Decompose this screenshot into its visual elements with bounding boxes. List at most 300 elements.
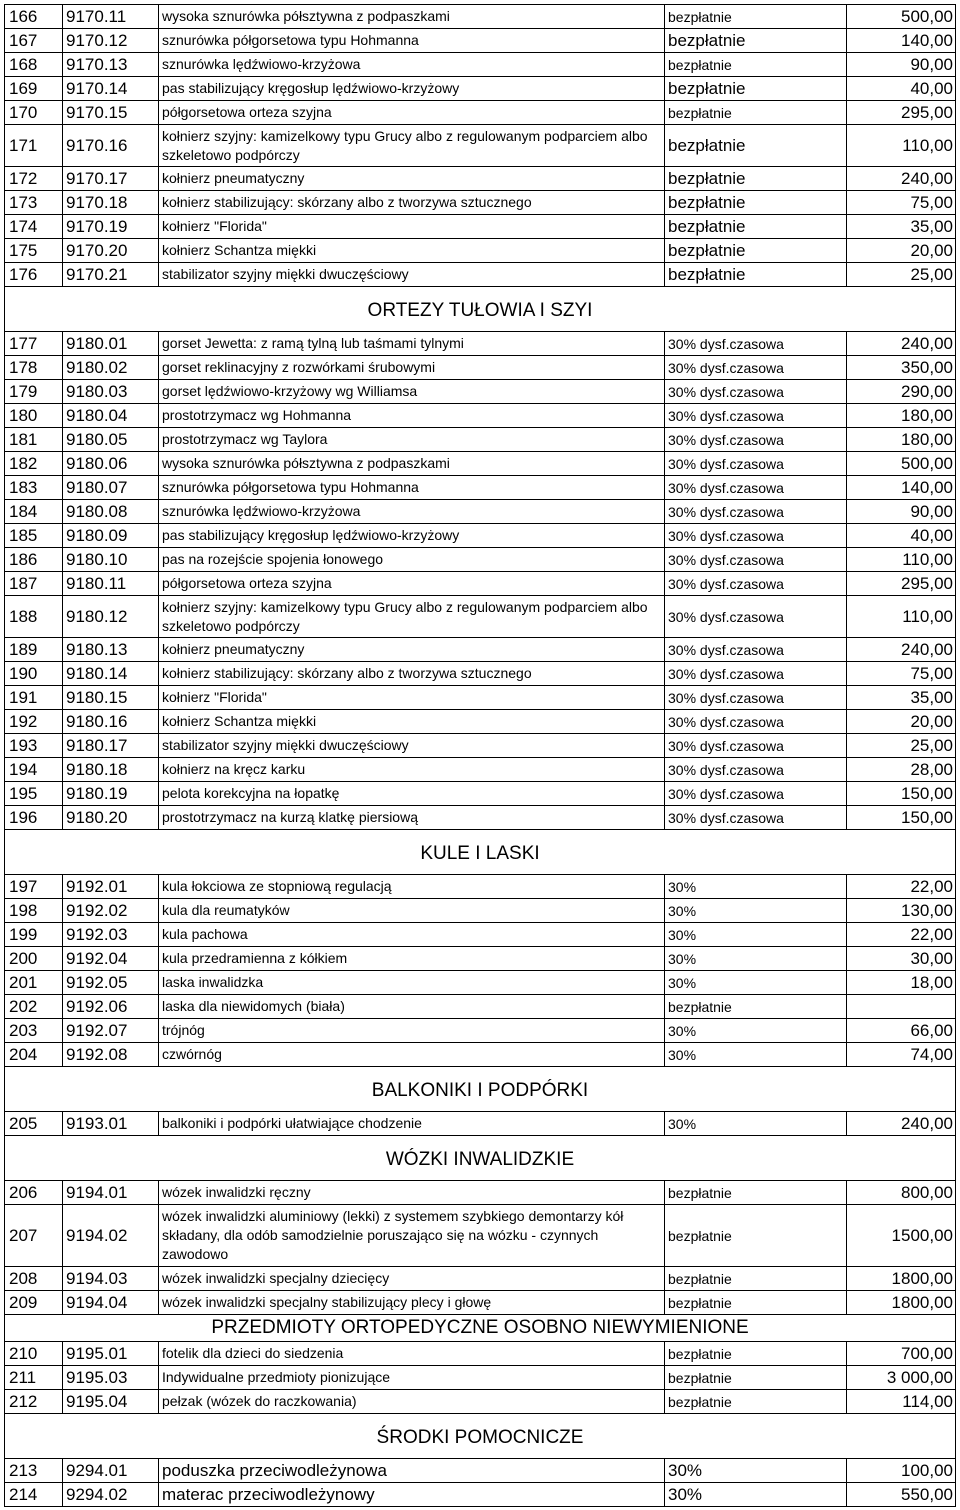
row-number: 180	[5, 404, 63, 428]
table-group-a	[5, 5, 956, 287]
row-number: 203	[5, 1019, 63, 1043]
table-row	[5, 734, 956, 758]
product-name: stabilizator szyjny miękki dwuczęściowy	[159, 263, 665, 287]
product-code: 9192.06	[63, 995, 159, 1019]
table-row	[5, 215, 956, 239]
product-name: stabilizator szyjny miękki dwuczęściowy	[159, 734, 665, 758]
product-name: materac przeciwodleżynowy	[159, 1483, 665, 1507]
row-number: 192	[5, 710, 63, 734]
price-limit: 3 000,00	[847, 1366, 956, 1390]
table-row	[5, 686, 956, 710]
product-name: sznurówka półgorsetowa typu Hohmanna	[159, 476, 665, 500]
price-limit: 150,00	[847, 782, 956, 806]
row-number: 210	[5, 1342, 63, 1366]
refund-rule: 30% dysf.czasowa	[665, 524, 847, 548]
table-row	[5, 1483, 956, 1507]
refund-rule: bezpłatnie	[665, 191, 847, 215]
row-number: 206	[5, 1181, 63, 1205]
product-code: 9180.14	[63, 662, 159, 686]
row-number: 168	[5, 53, 63, 77]
table-row	[5, 548, 956, 572]
product-code: 9180.16	[63, 710, 159, 734]
product-code: 9180.10	[63, 548, 159, 572]
table-group-e	[5, 1181, 956, 1315]
price-limit: 150,00	[847, 806, 956, 830]
product-name: kula dla reumatyków	[159, 899, 665, 923]
row-number: 214	[5, 1483, 63, 1507]
price-limit: 25,00	[847, 734, 956, 758]
product-name: fotelik dla dzieci do siedzenia	[159, 1342, 665, 1366]
price-limit: 22,00	[847, 923, 956, 947]
product-code: 9180.05	[63, 428, 159, 452]
price-limit: 20,00	[847, 710, 956, 734]
product-code: 9192.01	[63, 875, 159, 899]
row-number: 181	[5, 428, 63, 452]
product-code: 9195.03	[63, 1366, 159, 1390]
row-number: 197	[5, 875, 63, 899]
price-limit: 295,00	[847, 572, 956, 596]
product-code: 9192.04	[63, 947, 159, 971]
price-limit: 1800,00	[847, 1291, 956, 1315]
table-row	[5, 101, 956, 125]
product-code: 9180.11	[63, 572, 159, 596]
table-row	[5, 500, 956, 524]
product-name: kołnierz Schantza miękki	[159, 239, 665, 263]
refund-rule: 30% dysf.czasowa	[665, 596, 847, 638]
price-limit: 800,00	[847, 1181, 956, 1205]
refund-rule: 30% dysf.czasowa	[665, 476, 847, 500]
row-number: 187	[5, 572, 63, 596]
product-name: półgorsetowa orteza szyjna	[159, 572, 665, 596]
price-limit: 180,00	[847, 404, 956, 428]
table-row	[5, 332, 956, 356]
refund-rule: bezpłatnie	[665, 125, 847, 167]
section-header	[5, 830, 956, 875]
refund-rule: 30% dysf.czasowa	[665, 782, 847, 806]
product-code: 9192.02	[63, 899, 159, 923]
table-group-f	[5, 1342, 956, 1414]
refund-rule: bezpłatnie	[665, 263, 847, 287]
row-number: 195	[5, 782, 63, 806]
price-limit: 114,00	[847, 1390, 956, 1414]
row-number: 202	[5, 995, 63, 1019]
table-row	[5, 995, 956, 1019]
product-code: 9180.12	[63, 596, 159, 638]
price-limit: 140,00	[847, 476, 956, 500]
row-number: 204	[5, 1043, 63, 1067]
product-code: 9192.03	[63, 923, 159, 947]
product-code: 9195.04	[63, 1390, 159, 1414]
price-limit: 240,00	[847, 638, 956, 662]
refund-rule: bezpłatnie	[665, 5, 847, 29]
row-number: 176	[5, 263, 63, 287]
section-title: WÓZKI INWALIDZKIE	[5, 1136, 956, 1181]
table-row	[5, 710, 956, 734]
row-number: 211	[5, 1366, 63, 1390]
product-name: prostotrzymacz wg Taylora	[159, 428, 665, 452]
product-code: 9194.03	[63, 1267, 159, 1291]
refund-rule: 30% dysf.czasowa	[665, 548, 847, 572]
price-limit: 74,00	[847, 1043, 956, 1067]
row-number: 193	[5, 734, 63, 758]
refund-rule: 30% dysf.czasowa	[665, 380, 847, 404]
product-code: 9193.01	[63, 1112, 159, 1136]
table-row	[5, 380, 956, 404]
refund-rule: 30%	[665, 1483, 847, 1507]
price-limit: 100,00	[847, 1459, 956, 1483]
price-limit: 20,00	[847, 239, 956, 263]
product-code: 9192.05	[63, 971, 159, 995]
price-limit: 1500,00	[847, 1205, 956, 1267]
table-row	[5, 971, 956, 995]
section-title: PRZEDMIOTY ORTOPEDYCZNE OSOBNO NIEWYMIENIONE	[5, 1315, 956, 1342]
refund-rule: bezpłatnie	[665, 1291, 847, 1315]
product-name: pelota korekcyjna na łopatkę	[159, 782, 665, 806]
product-name: kołnierz Schantza miękki	[159, 710, 665, 734]
table-row	[5, 1342, 956, 1366]
refund-rule: bezpłatnie	[665, 1390, 847, 1414]
product-name: kula łokciowa ze stopniową regulacją	[159, 875, 665, 899]
product-code: 9170.18	[63, 191, 159, 215]
table-row	[5, 5, 956, 29]
price-limit: 130,00	[847, 899, 956, 923]
product-name: sznurówka lędźwiowo-krzyżowa	[159, 53, 665, 77]
refund-rule: bezpłatnie	[665, 1267, 847, 1291]
price-limit: 500,00	[847, 5, 956, 29]
product-code: 9180.03	[63, 380, 159, 404]
product-name: kołnierz stabilizujący: skórzany albo z tworzywa sztucznego	[159, 662, 665, 686]
product-code: 9170.14	[63, 77, 159, 101]
product-code: 9195.01	[63, 1342, 159, 1366]
refund-rule: bezpłatnie	[665, 53, 847, 77]
table-row	[5, 1181, 956, 1205]
price-limit: 240,00	[847, 332, 956, 356]
refund-rule: 30%	[665, 923, 847, 947]
product-code: 9294.01	[63, 1459, 159, 1483]
row-number: 189	[5, 638, 63, 662]
product-code: 9170.12	[63, 29, 159, 53]
product-code: 9170.11	[63, 5, 159, 29]
table-row	[5, 356, 956, 380]
table-row	[5, 875, 956, 899]
row-number: 171	[5, 125, 63, 167]
price-limit: 28,00	[847, 758, 956, 782]
refund-rule: 30% dysf.czasowa	[665, 500, 847, 524]
product-code: 9180.02	[63, 356, 159, 380]
row-number: 196	[5, 806, 63, 830]
product-code: 9170.15	[63, 101, 159, 125]
table-group-b	[5, 332, 956, 830]
product-name: gorset reklinacyjny z rozwórkami śrubowymi	[159, 356, 665, 380]
row-number: 172	[5, 167, 63, 191]
product-code: 9192.08	[63, 1043, 159, 1067]
row-number: 169	[5, 77, 63, 101]
table-row	[5, 1366, 956, 1390]
price-limit: 75,00	[847, 191, 956, 215]
row-number: 200	[5, 947, 63, 971]
section-header	[5, 1414, 956, 1459]
product-name: kołnierz stabilizujący: skórzany albo z tworzywa sztucznego	[159, 191, 665, 215]
product-name: wysoka sznurówka półsztywna z podpaszkami	[159, 5, 665, 29]
table-row	[5, 923, 956, 947]
product-code: 9180.09	[63, 524, 159, 548]
section-title: ORTEZY TUŁOWIA I SZYI	[5, 287, 956, 332]
row-number: 199	[5, 923, 63, 947]
refund-rule: 30%	[665, 899, 847, 923]
product-name: kołnierz na kręcz karku	[159, 758, 665, 782]
product-name: sznurówka półgorsetowa typu Hohmanna	[159, 29, 665, 53]
table-row	[5, 638, 956, 662]
table-row	[5, 53, 956, 77]
product-name: kołnierz pneumatyczny	[159, 638, 665, 662]
product-code: 9180.07	[63, 476, 159, 500]
price-limit	[847, 995, 956, 1019]
table-row	[5, 662, 956, 686]
price-limit: 30,00	[847, 947, 956, 971]
row-number: 191	[5, 686, 63, 710]
refund-rule: 30% dysf.czasowa	[665, 662, 847, 686]
table-group-g	[5, 1459, 956, 1507]
price-limit: 75,00	[847, 662, 956, 686]
product-name: laska dla niewidomych (biała)	[159, 995, 665, 1019]
table-row	[5, 1043, 956, 1067]
section-header	[5, 287, 956, 332]
product-name: laska inwalidzka	[159, 971, 665, 995]
product-code: 9170.20	[63, 239, 159, 263]
table-row	[5, 452, 956, 476]
price-limit: 35,00	[847, 215, 956, 239]
row-number: 212	[5, 1390, 63, 1414]
product-name: pełzak (wózek do raczkowania)	[159, 1390, 665, 1414]
price-limit: 180,00	[847, 428, 956, 452]
product-name: prostotrzymacz wg Hohmanna	[159, 404, 665, 428]
product-name: wózek inwalidzki specjalny stabilizujący plecy i głowę	[159, 1291, 665, 1315]
product-name: gorset lędźwiowo-krzyżowy wg Williamsa	[159, 380, 665, 404]
price-limit: 1800,00	[847, 1267, 956, 1291]
price-limit: 90,00	[847, 53, 956, 77]
table-row	[5, 125, 956, 167]
product-code: 9180.20	[63, 806, 159, 830]
section-header	[5, 1315, 956, 1342]
product-name: balkoniki i podpórki ułatwiające chodzenie	[159, 1112, 665, 1136]
refund-rule: 30% dysf.czasowa	[665, 404, 847, 428]
row-number: 205	[5, 1112, 63, 1136]
product-code: 9180.08	[63, 500, 159, 524]
product-code: 9170.16	[63, 125, 159, 167]
row-number: 174	[5, 215, 63, 239]
row-number: 209	[5, 1291, 63, 1315]
refund-rule: 30% dysf.czasowa	[665, 356, 847, 380]
price-limit: 240,00	[847, 167, 956, 191]
price-table	[4, 4, 956, 1507]
price-limit: 66,00	[847, 1019, 956, 1043]
table-row	[5, 29, 956, 53]
price-limit: 40,00	[847, 77, 956, 101]
row-number: 201	[5, 971, 63, 995]
refund-rule: bezpłatnie	[665, 1205, 847, 1267]
product-code: 9180.15	[63, 686, 159, 710]
product-name: półgorsetowa orteza szyjna	[159, 101, 665, 125]
product-code: 9194.02	[63, 1205, 159, 1267]
table-row	[5, 899, 956, 923]
refund-rule: 30% dysf.czasowa	[665, 806, 847, 830]
refund-rule: bezpłatnie	[665, 215, 847, 239]
refund-rule: 30%	[665, 1112, 847, 1136]
table-group-d	[5, 1112, 956, 1136]
price-limit: 18,00	[847, 971, 956, 995]
price-limit: 700,00	[847, 1342, 956, 1366]
product-name: kula przedramienna z kółkiem	[159, 947, 665, 971]
price-limit: 140,00	[847, 29, 956, 53]
refund-rule: bezpłatnie	[665, 1342, 847, 1366]
product-code: 9194.04	[63, 1291, 159, 1315]
row-number: 173	[5, 191, 63, 215]
product-name: pas stabilizujący kręgosłup lędźwiowo-krzyżowy	[159, 524, 665, 548]
product-name: poduszka przeciwodleżynowa	[159, 1459, 665, 1483]
product-code: 9170.19	[63, 215, 159, 239]
refund-rule: bezpłatnie	[665, 239, 847, 263]
refund-rule: bezpłatnie	[665, 995, 847, 1019]
refund-rule: bezpłatnie	[665, 1366, 847, 1390]
table-row	[5, 1112, 956, 1136]
price-limit: 295,00	[847, 101, 956, 125]
refund-rule: 30% dysf.czasowa	[665, 638, 847, 662]
table-row	[5, 404, 956, 428]
refund-rule: bezpłatnie	[665, 167, 847, 191]
refund-rule: 30%	[665, 1019, 847, 1043]
price-limit: 35,00	[847, 686, 956, 710]
table-row	[5, 524, 956, 548]
product-code: 9180.13	[63, 638, 159, 662]
refund-rule: bezpłatnie	[665, 77, 847, 101]
table-row	[5, 428, 956, 452]
row-number: 190	[5, 662, 63, 686]
product-code: 9170.17	[63, 167, 159, 191]
row-number: 167	[5, 29, 63, 53]
product-name: kołnierz "Florida"	[159, 686, 665, 710]
product-name: kołnierz szyjny: kamizelkowy typu Grucy albo z regulowanym podparciem albo szkeletowo podpórczy	[159, 125, 665, 167]
refund-rule: 30% dysf.czasowa	[665, 758, 847, 782]
row-number: 178	[5, 356, 63, 380]
product-name: wózek inwalidzki ręczny	[159, 1181, 665, 1205]
table-row	[5, 596, 956, 638]
section-title: BALKONIKI I PODPÓRKI	[5, 1067, 956, 1112]
product-name: Indywidualne przedmioty pionizujące	[159, 1366, 665, 1390]
table-row	[5, 782, 956, 806]
refund-rule: 30% dysf.czasowa	[665, 332, 847, 356]
product-name: sznurówka lędźwiowo-krzyżowa	[159, 500, 665, 524]
refund-rule: 30% dysf.czasowa	[665, 734, 847, 758]
section-header	[5, 1136, 956, 1181]
table-row	[5, 572, 956, 596]
table-row	[5, 758, 956, 782]
price-limit: 110,00	[847, 548, 956, 572]
table-row	[5, 167, 956, 191]
row-number: 207	[5, 1205, 63, 1267]
price-limit: 40,00	[847, 524, 956, 548]
table-row	[5, 1459, 956, 1483]
table-row	[5, 476, 956, 500]
row-number: 184	[5, 500, 63, 524]
product-name: kołnierz "Florida"	[159, 215, 665, 239]
refund-rule: bezpłatnie	[665, 101, 847, 125]
product-code: 9170.21	[63, 263, 159, 287]
price-limit: 110,00	[847, 125, 956, 167]
table-row	[5, 239, 956, 263]
refund-rule: 30% dysf.czasowa	[665, 452, 847, 476]
table-group-c	[5, 875, 956, 1067]
row-number: 170	[5, 101, 63, 125]
refund-rule: 30% dysf.czasowa	[665, 710, 847, 734]
price-limit: 25,00	[847, 263, 956, 287]
product-name: pas stabilizujący kręgosłup lędźwiowo-krzyżowy	[159, 77, 665, 101]
row-number: 194	[5, 758, 63, 782]
product-code: 9180.04	[63, 404, 159, 428]
row-number: 177	[5, 332, 63, 356]
section-title: KULE I LASKI	[5, 830, 956, 875]
product-name: gorset Jewetta: z ramą tylną lub taśmami tylnymi	[159, 332, 665, 356]
product-name: pas na rozejście spojenia łonowego	[159, 548, 665, 572]
product-name: czwórnóg	[159, 1043, 665, 1067]
product-name: prostotrzymacz na kurzą klatkę piersiową	[159, 806, 665, 830]
table-row	[5, 77, 956, 101]
refund-rule: 30%	[665, 1459, 847, 1483]
refund-rule: bezpłatnie	[665, 29, 847, 53]
product-name: trójnóg	[159, 1019, 665, 1043]
price-limit: 240,00	[847, 1112, 956, 1136]
product-code: 9180.18	[63, 758, 159, 782]
refund-rule: 30%	[665, 1043, 847, 1067]
row-number: 186	[5, 548, 63, 572]
table-row	[5, 1390, 956, 1414]
price-limit: 550,00	[847, 1483, 956, 1507]
row-number: 183	[5, 476, 63, 500]
product-code: 9194.01	[63, 1181, 159, 1205]
table-row	[5, 191, 956, 215]
refund-rule: 30%	[665, 947, 847, 971]
section-title: ŚRODKI POMOCNICZE	[5, 1414, 956, 1459]
row-number: 179	[5, 380, 63, 404]
row-number: 166	[5, 5, 63, 29]
product-name: wózek inwalidzki aluminiowy (lekki) z systemem szybkiego demontarzy kół składany, dla odób samodzielnie poruszająco się na wózku - czynnych zawodowo	[159, 1205, 665, 1267]
table-row	[5, 1267, 956, 1291]
product-code: 9294.02	[63, 1483, 159, 1507]
refund-rule: 30% dysf.czasowa	[665, 686, 847, 710]
row-number: 188	[5, 596, 63, 638]
refund-rule: 30% dysf.czasowa	[665, 572, 847, 596]
table-row	[5, 947, 956, 971]
table-row	[5, 263, 956, 287]
product-name: wysoka sznurówka półsztywna z podpaszkami	[159, 452, 665, 476]
section-header	[5, 1067, 956, 1112]
refund-rule: 30%	[665, 875, 847, 899]
product-name: kołnierz szyjny: kamizelkowy typu Grucy albo z regulowanym podparciem albo szkeletowo podpórczy	[159, 596, 665, 638]
row-number: 182	[5, 452, 63, 476]
product-code: 9192.07	[63, 1019, 159, 1043]
product-code: 9180.06	[63, 452, 159, 476]
price-limit: 500,00	[847, 452, 956, 476]
refund-rule: bezpłatnie	[665, 1181, 847, 1205]
table-row	[5, 1291, 956, 1315]
refund-rule: 30%	[665, 971, 847, 995]
price-limit: 110,00	[847, 596, 956, 638]
product-code: 9170.13	[63, 53, 159, 77]
row-number: 185	[5, 524, 63, 548]
row-number: 198	[5, 899, 63, 923]
row-number: 208	[5, 1267, 63, 1291]
price-limit: 22,00	[847, 875, 956, 899]
product-code: 9180.01	[63, 332, 159, 356]
